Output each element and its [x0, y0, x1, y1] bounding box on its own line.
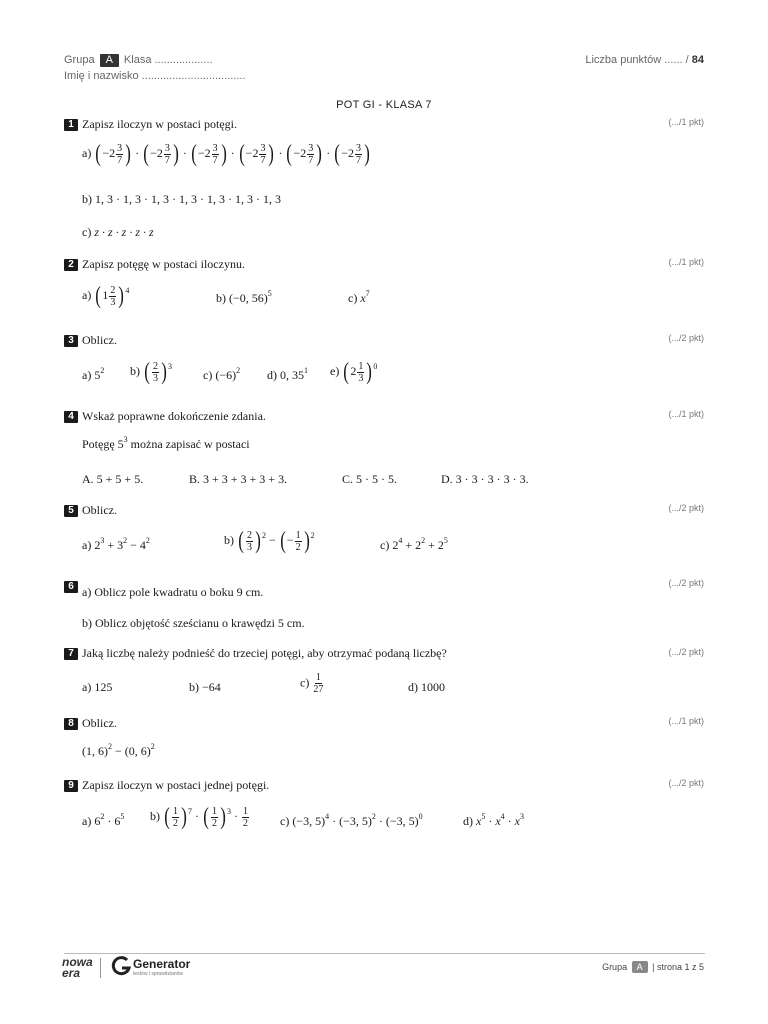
group-badge: A — [100, 54, 119, 67]
question-number: 6 — [64, 581, 78, 593]
footer-divider — [64, 953, 705, 954]
question-5-header — [64, 503, 117, 518]
question-2-c: c) $x^7$ — [348, 289, 370, 305]
question-2-points: (.../1 pkt) — [668, 257, 704, 267]
question-3-points: (.../2 pkt) — [668, 333, 704, 343]
question-5-a: a) $2^3 + 3^2 - 4^2$ — [82, 536, 150, 552]
question-number: 7 — [64, 648, 78, 660]
question-8-header — [64, 716, 117, 731]
question-3-a: a) $5^2$ — [82, 366, 105, 382]
question-7-b: b) −64 — [189, 680, 221, 694]
page-info — [602, 961, 704, 973]
question-3-header — [64, 333, 117, 348]
question-9-points: (.../2 pkt) — [668, 778, 704, 788]
question-number: 2 — [64, 259, 78, 271]
question-4-option-b: B. 3 + 3 + 3 + 3 + 3. — [189, 472, 288, 486]
question-1-c-expr: z · z · z · z · z — [94, 225, 154, 239]
question-2-a: a) (1 $\frac{2}{3}$ )$^4$ — [82, 283, 130, 309]
generator-logo-text: Generator — [133, 957, 191, 971]
footer-group-label: Grupa — [602, 962, 628, 972]
question-1-header — [64, 117, 237, 132]
question-3-d: d) 0, $35^1$ — [267, 366, 308, 382]
question-1-b: b) 1, 3 · 1, 3 · 1, 3 · 1, 3 · 1, 3 · 1, 3 · 1, 3 — [82, 192, 281, 206]
question-2-b: b) (−0, 56)$^5$ — [216, 289, 272, 305]
question-9-header — [64, 778, 269, 793]
question-7-c: c) $\frac{1}{27}$ — [300, 672, 324, 695]
class-field: Klasa ................... — [123, 54, 213, 66]
question-5-c: c) $2^4 + 2^2 + 2^5$ — [380, 536, 448, 552]
question-7-a: a) 125 — [82, 680, 113, 694]
question-6-header — [64, 579, 263, 600]
question-8-expr: (1, 6)$^2$ − (0, 6)$^2$ — [82, 742, 155, 758]
footer-group-badge: A — [632, 961, 648, 973]
logo-nowa-text: nowa — [62, 955, 93, 969]
question-8-points: (.../1 pkt) — [668, 716, 704, 726]
question-5-points: (.../2 pkt) — [668, 503, 704, 513]
question-4-points: (.../1 pkt) — [668, 409, 704, 419]
question-text: Zapisz iloczyn w postaci potęgi. — [82, 117, 237, 131]
question-3-e: e) (2 $\frac{1}{3}$ )$^0$ — [330, 359, 378, 385]
generator-logo-subtext: testów i sprawdzianów — [133, 971, 184, 977]
points-field — [585, 54, 704, 66]
question-9-d: d) $x^5 \cdot x^4 \cdot x^3$ — [463, 812, 524, 828]
logo-era-text: era — [62, 966, 81, 980]
question-number: 4 — [64, 411, 78, 423]
question-1-points: (.../1 pkt) — [668, 117, 704, 127]
question-text: Oblicz. — [82, 716, 117, 730]
question-number: 8 — [64, 718, 78, 730]
question-4-option-c: C. 5 · 5 · 5. — [342, 472, 397, 486]
question-7-points: (.../2 pkt) — [668, 647, 704, 657]
question-text: Oblicz. — [82, 503, 117, 517]
question-text: Zapisz iloczyn w postaci jednej potęgi. — [82, 778, 270, 792]
question-3-c: c) $(-6)^2$ — [203, 366, 241, 382]
question-6-b: b) Oblicz objętość sześcianu o krawędzi 5 cm. — [82, 616, 305, 630]
points-total: 84 — [691, 54, 704, 66]
question-1-a: a) (−2 $\frac{3}{7}$ ) · (−2 $\frac{3}{7}$ ) · (−2 $\frac{3}{7}$ ) · (−2 $\frac{3}{7}$ ) · (−2 $\frac{3}{7}$ ) · (−2 $\frac{3}{7}$ ) — [82, 141, 370, 167]
points-label: Liczba punktów ...... / — [585, 54, 689, 66]
question-text: Wskaż poprawne dokończenie zdania. — [82, 409, 266, 423]
question-5-b: b) ( $\frac{2}{3}$ )$^2$ − (− $\frac{1}{2}$ )$^2$ — [224, 528, 315, 554]
logo-separator — [100, 958, 101, 978]
nowa-era-logo — [62, 957, 93, 979]
question-4-option-d: D. 3 · 3 · 3 · 3 · 3. — [441, 472, 529, 486]
question-number: 5 — [64, 505, 78, 517]
question-6-points: (.../2 pkt) — [668, 578, 704, 588]
question-3-b: b) ( $\frac{2}{3}$ )$^3$ — [130, 359, 172, 385]
page-number: | strona 1 z 5 — [652, 962, 704, 972]
question-text: Zapisz potęgę w postaci iloczynu. — [82, 257, 245, 271]
name-field: Imię i nazwisko .................................. — [64, 70, 246, 82]
generator-logo-icon — [110, 955, 132, 977]
question-text: a) Oblicz pole kwadratu o boku 9 cm. — [82, 585, 264, 599]
question-9-c: c) (−3, 5)$^4$ · (−3, 5)$^2$ · (−3, 5)$^0$ — [280, 812, 423, 828]
group-label: Grupa — [64, 54, 95, 66]
group-field — [64, 54, 213, 67]
question-2-header — [64, 257, 245, 272]
question-number: 1 — [64, 119, 78, 131]
question-text: Jaką liczbę należy podnieść do trzeciej potęgi, aby otrzymać podaną liczbę? — [82, 646, 447, 660]
question-4-header — [64, 409, 266, 424]
question-4-sentence: Potęgę $5^3$ można zapisać w postaci — [82, 435, 250, 451]
question-1-c-label: c) — [82, 225, 92, 239]
question-4-sentence-text: można zapisać w postaci — [130, 437, 250, 451]
page-title: POT GI - KLASA 7 — [336, 99, 432, 111]
question-number: 9 — [64, 780, 78, 792]
question-1-c — [82, 225, 154, 240]
question-number: 3 — [64, 335, 78, 347]
question-7-d: d) 1000 — [408, 680, 445, 694]
question-9-b: b) ( $\frac{1}{2}$ )$^7$ · ( $\frac{1}{2}$ )$^3$ · $\frac{1}{2}$ — [150, 804, 248, 830]
question-9-a: a) $6^2 \cdot 6^5$ — [82, 812, 125, 828]
question-7-header — [64, 646, 447, 661]
question-text: Oblicz. — [82, 333, 117, 347]
question-4-option-a: A. 5 + 5 + 5. — [82, 472, 144, 486]
